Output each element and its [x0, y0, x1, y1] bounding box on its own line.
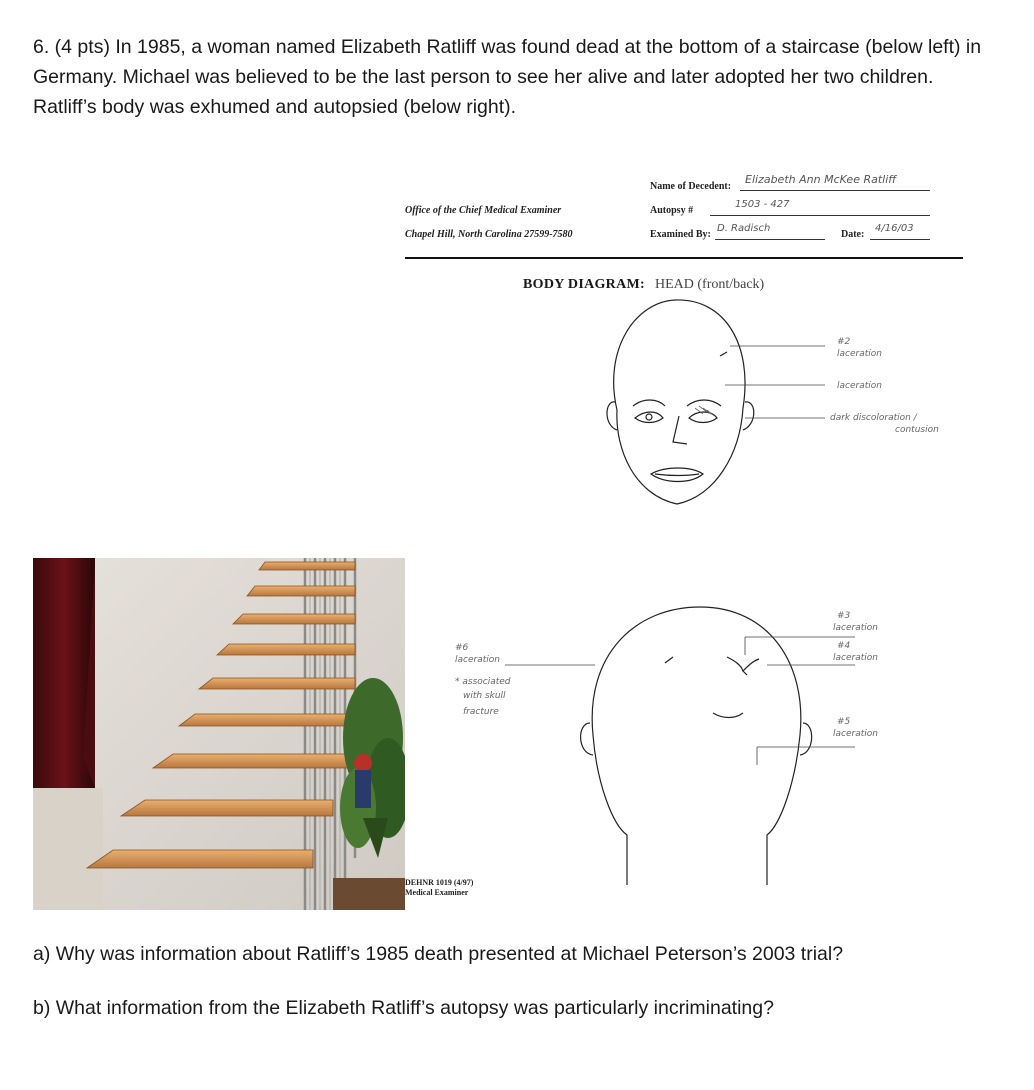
decedent-label: Name of Decedent: — [650, 181, 732, 192]
form-stamp: DEHNR 1019 (4/97) Medical Examiner — [405, 878, 474, 897]
front-note-2: laceration — [837, 381, 882, 391]
back-left-note-1b: laceration — [455, 655, 500, 665]
diagram-title: BODY DIAGRAM: HEAD (front/back) — [523, 277, 765, 292]
answer-prompts — [33, 940, 843, 1022]
back-note-3b: laceration — [833, 729, 878, 739]
examined-value: D. Radisch — [717, 223, 771, 234]
date-value: 4/16/03 — [875, 223, 914, 234]
diagram-subtitle: HEAD (front/back) — [654, 277, 765, 292]
head-front-diagram — [575, 290, 975, 520]
examined-label: Examined By: — [650, 229, 711, 240]
back-note-2: #4 — [837, 641, 851, 651]
office-address: Chapel Hill, North Carolina 27599-7580 — [405, 229, 573, 240]
question-b: b) What information from the Elizabeth Ratliff’s autopsy was particularly incriminating? — [33, 997, 774, 1019]
back-note-1b: laceration — [833, 623, 878, 633]
front-note-3b: contusion — [895, 425, 939, 435]
back-left-note-2: * associated — [455, 677, 511, 687]
back-note-1: #3 — [837, 611, 851, 621]
date-label: Date: — [841, 229, 865, 240]
question-text: 6. (4 pts) In 1985, a woman named Elizabeth Ratliff was found dead at the bottom of a staircase (below left) in Germany. Michael was believed to be the last person to see her alive and later adopted her two children. Ratliff’s body was exhumed and autopsied (below right). — [33, 36, 982, 118]
question-a: a) Why was information about Ratliff’s 1985 death presented at Michael Peterson’s 2003 trial? — [33, 943, 844, 965]
autopsy-value: 1503 - 427 — [735, 199, 790, 210]
back-left-note-3: with skull — [463, 691, 506, 701]
head-back-diagram — [445, 585, 965, 885]
front-note-3: dark discoloration / — [830, 413, 917, 423]
back-left-note-4: fracture — [463, 707, 499, 717]
back-note-3: #5 — [837, 717, 851, 727]
autopsy-form — [405, 165, 965, 897]
back-left-note-1: #6 — [455, 643, 469, 653]
back-note-2b: laceration — [833, 653, 878, 663]
autopsy-label: Autopsy # — [650, 205, 694, 216]
front-note-1b: laceration — [837, 349, 882, 359]
office-label: Office of the Chief Medical Examiner — [405, 205, 562, 216]
front-note-1: #2 — [837, 337, 851, 347]
staircase-photo — [33, 558, 405, 910]
decedent-value: Elizabeth Ann McKee Ratliff — [745, 173, 897, 186]
